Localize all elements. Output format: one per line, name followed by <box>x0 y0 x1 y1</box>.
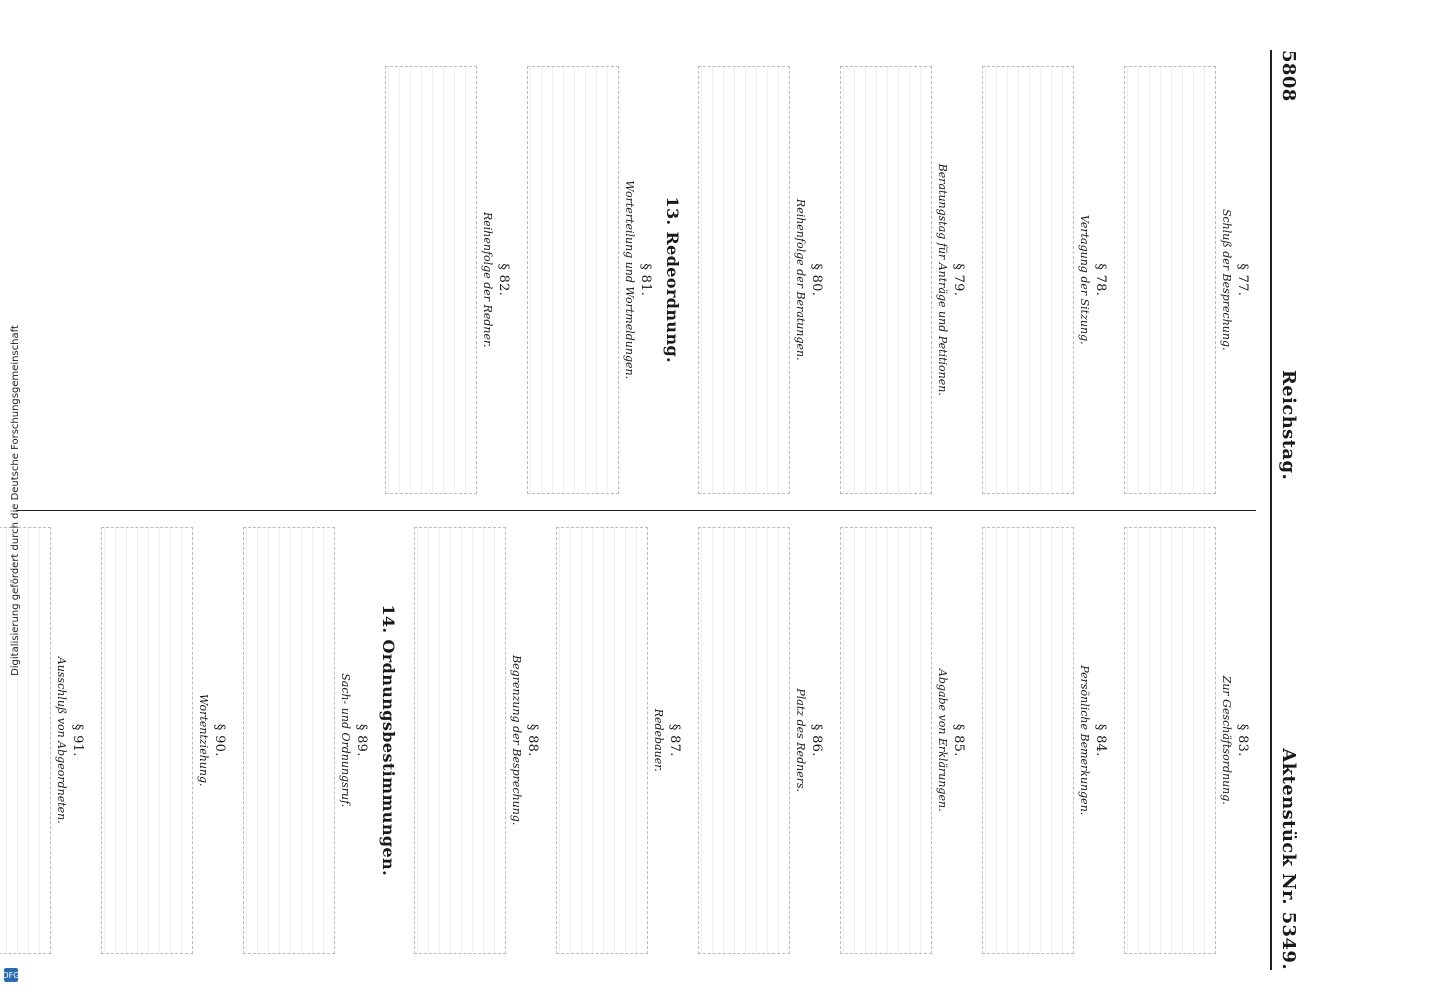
paragraph-heading: § 80. <box>809 263 824 297</box>
paragraph-subtitle: Beratungstag für Anträge und Petitionen. <box>936 163 949 396</box>
document-number: Aktenstück Nr. 5349. <box>1278 748 1299 970</box>
paragraph-heading: § 85. <box>951 723 966 757</box>
paragraph-heading: § 87. <box>667 723 682 757</box>
paragraph-subtitle: Reihenfolge der Beratungen. <box>794 198 807 361</box>
page-header <box>1270 50 1310 970</box>
paragraph <box>698 527 824 955</box>
paragraph <box>982 527 1108 955</box>
paragraph-body <box>840 66 932 494</box>
right-column <box>16 511 1256 971</box>
paragraph <box>1124 527 1250 955</box>
paragraph-heading: § 84. <box>1093 723 1108 757</box>
paragraph-heading: § 86. <box>809 723 824 757</box>
paragraph-heading: § 78. <box>1093 263 1108 297</box>
paragraph-subtitle: Redebauer. <box>652 708 665 772</box>
paragraph <box>527 66 653 494</box>
paragraph-subtitle: Schluß der Besprechung. <box>1220 208 1233 351</box>
paragraph-body <box>556 527 648 955</box>
paragraph <box>982 66 1108 494</box>
page-number: 5808 <box>1278 50 1299 102</box>
paragraph-subtitle: Vertagung der Sitzung. <box>1078 214 1091 345</box>
paragraph-subtitle: Zur Geschäftsordnung. <box>1220 675 1233 805</box>
paragraph <box>385 66 511 494</box>
paragraph <box>840 66 966 494</box>
paragraph-body <box>385 66 477 494</box>
paragraph-subtitle: Ausschluß von Abgeordneten. <box>55 656 68 824</box>
paragraph-body <box>1124 527 1216 955</box>
dfg-text: Digitalisierung gefördert durch die Deutsche Forschungsgemeinschaft <box>9 324 21 676</box>
paragraph-heading: § 83. <box>1235 723 1250 757</box>
paragraph-heading: § 79. <box>951 263 966 297</box>
paragraph-subtitle: Wortentziehung. <box>197 694 210 787</box>
section-title: 13. Redeordnung. <box>663 196 682 364</box>
paragraph-body <box>698 527 790 955</box>
paragraph-subtitle: Sach- und Ordnungsruf. <box>339 673 352 808</box>
paragraph-body <box>982 66 1074 494</box>
paragraph-body <box>982 527 1074 955</box>
dfg-logo: DFG <box>4 968 18 982</box>
paragraph <box>1124 66 1250 494</box>
paragraph <box>556 527 682 955</box>
paragraph-subtitle: Platz des Redners. <box>794 688 807 793</box>
paragraph-body <box>243 527 335 955</box>
paragraph-heading: § 77. <box>1235 263 1250 297</box>
paragraph-body <box>414 527 506 955</box>
paragraph-body <box>527 66 619 494</box>
paragraph-heading: § 91. <box>70 723 85 757</box>
paragraph-subtitle: Begrenzung der Besprechung. <box>510 655 523 826</box>
paragraph-heading: § 81. <box>638 263 653 297</box>
paragraph <box>840 527 966 955</box>
dfg-footer <box>6 0 24 1000</box>
paragraph <box>243 527 369 955</box>
paragraph-heading: § 82. <box>496 263 511 297</box>
paragraph-heading: § 89. <box>354 723 369 757</box>
header-title: Reichstag. <box>1278 369 1299 481</box>
paragraph <box>101 527 227 955</box>
paragraph-subtitle: Persönliche Bemerkungen. <box>1078 665 1091 816</box>
paragraph-subtitle: Reihenfolge der Redner. <box>481 211 494 348</box>
paragraph-subtitle: Worterteilung und Wortmeldungen. <box>623 180 636 380</box>
paragraph-body <box>101 527 193 955</box>
paragraph-heading: § 90. <box>212 723 227 757</box>
two-column-body <box>16 50 1256 970</box>
left-column <box>16 50 1256 510</box>
paragraph-heading: § 88. <box>525 723 540 757</box>
paragraph-body <box>840 527 932 955</box>
section-title: 14. Ordnungsbestimmungen. <box>379 604 398 877</box>
paragraph-body <box>1124 66 1216 494</box>
paragraph-body <box>698 66 790 494</box>
paragraph-subtitle: Abgabe von Erklärungen. <box>936 668 949 812</box>
rotated-page <box>0 50 1310 970</box>
paragraph <box>414 527 540 955</box>
paragraph <box>698 66 824 494</box>
